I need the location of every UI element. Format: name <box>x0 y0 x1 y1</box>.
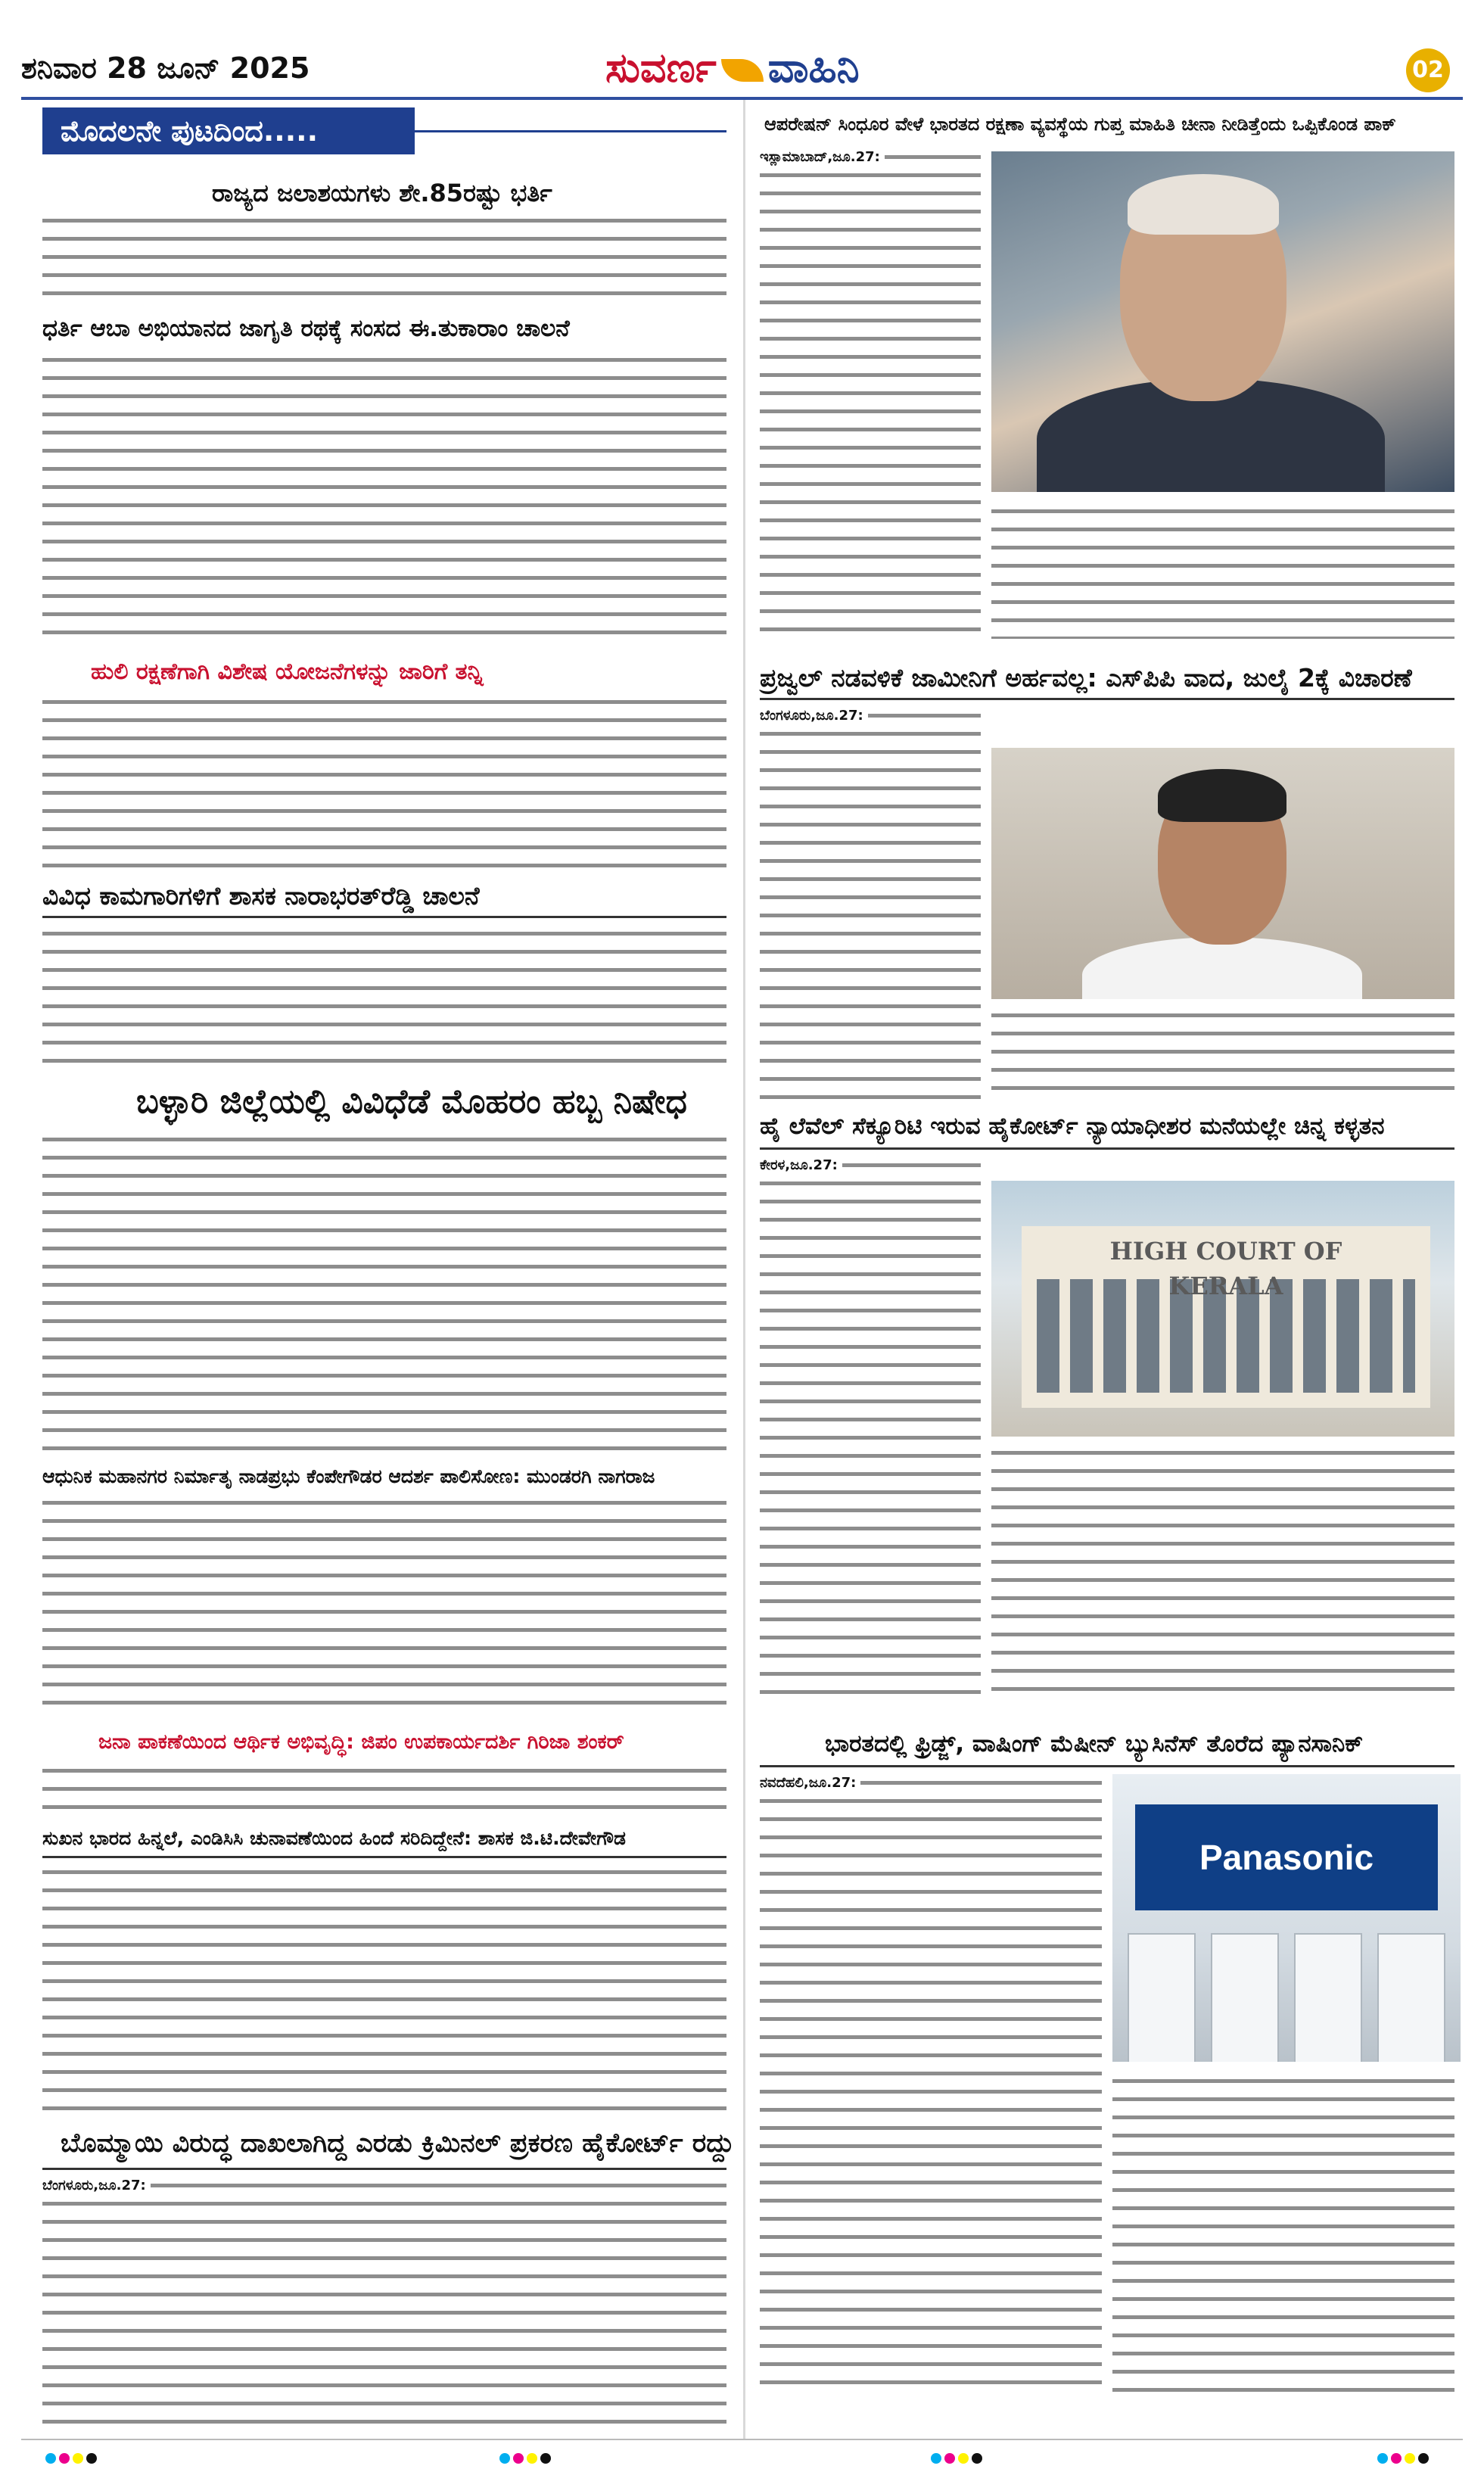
article-judge-house-theft-body-col2 <box>991 1444 1454 1697</box>
article-bommai-cases-body <box>42 2177 726 2427</box>
article-panasonic-exit-body-col2 <box>1112 2072 1454 2395</box>
headline-rule <box>760 1765 1454 1767</box>
article-kempegowda-body <box>42 1494 726 1717</box>
masthead-divider <box>21 97 1463 100</box>
dateline: ಬೆಂಗಳೂರು,ಜೂ.27: <box>760 707 868 725</box>
headline-judge-house-theft: ಹೈ ಲೆವೆಲ್ ಸೆಕ್ಯೂರಿಟಿ ಇರುವ ಹೈಕೋರ್ಟ್ ನ್ಯಾಯಾಧೀಶರ ಮನೆಯಲ್ಲೇ ಚಿನ್ನ ಕಳ್ಳತನ <box>760 1113 1385 1140</box>
print-registration-marks <box>499 2452 554 2467</box>
photo-prajwal-revanna <box>991 748 1454 999</box>
headline-rule <box>760 698 1454 700</box>
dateline: ಇಸ್ಲಾಮಾಬಾದ್,ಜೂ.27: <box>760 148 885 167</box>
headline-gt-devegowda: ಸುಖನ ಭಾರದ ಹಿನ್ನಲೆ, ಎಂಡಿಸಿಸಿ ಚುನಾವಣೆಯಿಂದ ಹಿಂದೆ ಸರಿದಿದ್ದೇನೆ: ಶಾಸಕ ಜಿ.ಟಿ.ದೇವೇಗೌಡ <box>42 1827 626 1849</box>
headline-reservoirs: ರಾಜ್ಯದ ಜಲಾಶಯಗಳು ಶೇ.85ರಷ್ಟು ಭರ್ತಿ <box>212 179 552 207</box>
article-gt-devegowda-body <box>42 1863 726 2119</box>
headline-muharram-ban: ಬಳ್ಳಾರಿ ಜಿಲ್ಲೆಯಲ್ಲಿ ವಿವಿಧೆಡೆ ಮೊಹರಂ ಹಬ್ಬ ನಿಷೇಧ <box>136 1082 687 1121</box>
article-panasonic-exit-body-col1 <box>760 1774 1102 2395</box>
article-judge-house-theft-body-col1 <box>760 1157 981 1697</box>
brand-name-part1: ಸುವರ್ಣ <box>605 44 717 92</box>
bird-icon <box>721 59 764 82</box>
photo-pakistan-minister <box>991 151 1454 492</box>
article-operation-sindoor-body-col2 <box>991 503 1454 639</box>
print-registration-marks <box>45 2452 100 2467</box>
newspaper-logo <box>605 44 860 92</box>
article-dharti-aba-body <box>42 351 726 646</box>
dateline: ಕೇರಳ,ಜೂ.27: <box>760 1157 842 1175</box>
article-tiger-protection-body <box>42 693 726 872</box>
headline-prajwal-bail: ಪ್ರಜ್ವಲ್ ನಡವಳಿಕೆ ಜಾಮೀನಿಗೆ ಅರ್ಹವಲ್ಲ: ಎಸ್‌ಪಿಪಿ ವಾದ, ಜುಲೈ 2ಕ್ಕೆ ವಿಚಾರಣೆ <box>760 663 1412 693</box>
brand-name-part2: ವಾಹಿನಿ <box>767 44 860 92</box>
dateline: ನವದೆಹಲಿ,ಜೂ.27: <box>760 1774 860 1792</box>
headline-tiger-protection: ಹುಲಿ ರಕ್ಷಣೆಗಾಗಿ ವಿಶೇಷ ಯೋಜನೆಗಳನ್ನು ಜಾರಿಗೆ ತನ್ನಿ <box>91 658 484 685</box>
headline-bommai-cases: ಬೊಮ್ಮಾಯಿ ವಿರುದ್ಧ ದಾಖಲಾಗಿದ್ದ ಎರಡು ಕ್ರಿಮಿನಲ್ ಪ್ರಕರಣ ಹೈಕೋರ್ಟ್ ರದ್ದು <box>61 2128 735 2159</box>
panasonic-logo: Panasonic <box>1199 1838 1374 1877</box>
headline-rule <box>42 2168 726 2170</box>
issue-date: ಶನಿವಾರ 28 ಜೂನ್ 2025 <box>21 51 310 85</box>
section-title: ಮೊದಲನೇ ಪುಟದಿಂದ..... <box>42 107 415 154</box>
article-prajwal-bail-body-col1 <box>760 707 981 1101</box>
headline-economic-development: ಜನಾ ಪಾಕಣೆಯಿಂದ ಆರ್ಥಿಕ ಅಭಿವೃದ್ಧಿ: ಜಿಪಂ ಉಪಕಾರ್ಯದರ್ಶಿ ಗಿರಿಜಾ ಶಂಕರ್ <box>98 1730 624 1754</box>
article-operation-sindoor-body-col1 <box>760 148 981 639</box>
article-prajwal-bail-body-col2 <box>991 1007 1454 1101</box>
headline-rule <box>760 1147 1454 1150</box>
headline-development-works: ವಿವಿಧ ಕಾಮಗಾರಿಗಳಿಗೆ ಶಾಸಕ ನಾರಾಭರತ್‌ರೆಡ್ಡಿ ಚಾಲನೆ <box>42 881 480 911</box>
page-number-badge: 02 <box>1406 48 1450 92</box>
headline-operation-sindoor: ಆಪರೇಷನ್ ಸಿಂಧೂರ ವೇಳೆ ಭಾರತದ ರಕ್ಷಣಾ ವ್ಯವಸ್ಥೆಯ ಗುಪ್ತ ಮಾಹಿತಿ ಚೀನಾ ನೀಡಿತ್ತೆಂದು ಒಪ್ಪಿಕೊಂಡ ಪಾಕ್ <box>764 114 1396 135</box>
photo-kerala-high-court <box>991 1181 1454 1437</box>
photo-panasonic-store <box>1112 1774 1461 2062</box>
article-development-works-body <box>42 925 726 1073</box>
headline-kempegowda: ಆಧುನಿಕ ಮಹಾನಗರ ನಿರ್ಮಾತೃ ನಾಡಪ್ರಭು ಕೆಂಪೇಗೌಡರ ಆದರ್ಶ ಪಾಲಿಸೋಣ: ಮುಂಡರಗಿ ನಾಗರಾಜ <box>42 1465 655 1487</box>
article-muharram-ban-body <box>42 1131 726 1456</box>
print-registration-marks <box>931 2452 985 2467</box>
article-reservoirs-body <box>42 212 726 303</box>
column-divider <box>743 100 745 2439</box>
headline-dharti-aba: ಧರ್ತಿ ಆಬಾ ಅಭಿಯಾನದ ಜಾಗೃತಿ ರಥಕ್ಕೆ ಸಂಸದ ಈ.ತುಕಾರಾಂ ಚಾಲನೆ <box>42 315 570 342</box>
headline-rule <box>42 916 726 918</box>
footer-rule <box>21 2439 1463 2440</box>
print-registration-marks <box>1377 2452 1432 2467</box>
article-economic-development-body <box>42 1762 726 1818</box>
headline-panasonic-exit: ಭಾರತದಲ್ಲಿ ಫ್ರಿಡ್ಜ್, ವಾಷಿಂಗ್ ಮೆಷೀನ್ ಬ್ಯುಸಿನೆಸ್ ತೊರೆದ ಪ್ಯಾನಸಾನಿಕ್ <box>825 1730 1364 1757</box>
headline-rule <box>42 1856 726 1858</box>
dateline: ಬೆಂಗಳೂರು,ಜೂ.27: <box>42 2177 151 2195</box>
high-court-sign: HIGH COURT OF KERALA <box>1109 1237 1342 1300</box>
section-title-rule <box>415 130 726 132</box>
